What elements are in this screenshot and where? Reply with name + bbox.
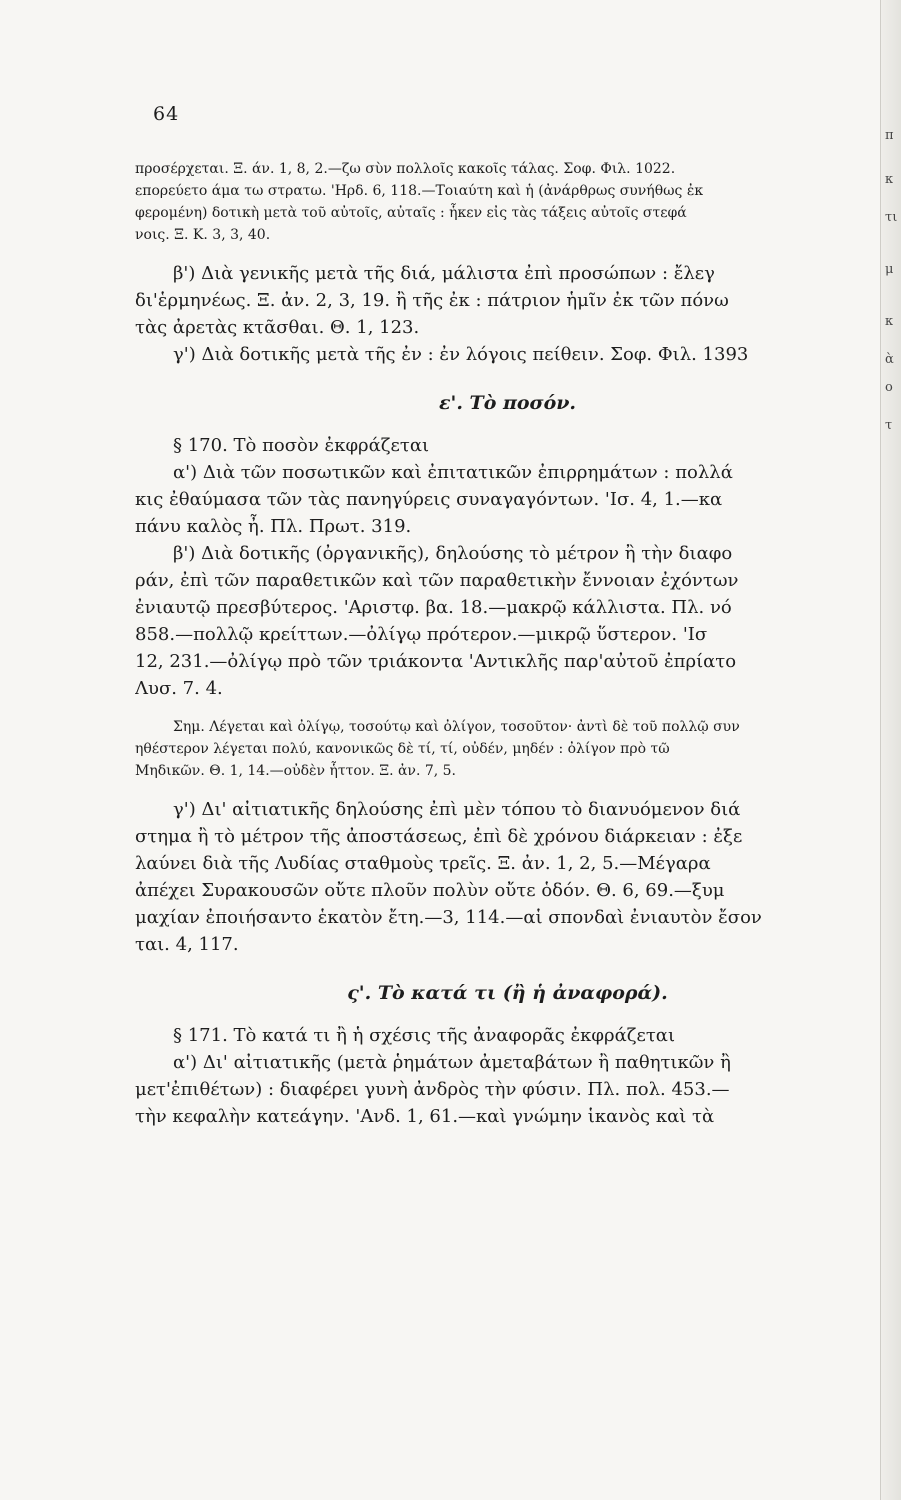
note-line: ηθέστερον λέγεται πολύ, κανονικῶς δὲ τί, τί, οὐδέν, μηδέν : ὀλίγον πρὸ τῶ [135,741,670,757]
text-line: ται. 4, 117. [135,934,239,955]
adjacent-page-edge [880,0,901,1500]
text-line: νοις. Ξ. Κ. 3, 3, 40. [135,227,271,243]
text-line: ἀπέχει Συρακουσῶν οὔτε πλοῦν πολὺν οὔτε ὁδόν. Θ. 6, 69.—ξυμ [135,880,725,901]
page-number: 64 [153,103,180,125]
text-line: ἐνιαυτῷ πρεσβύτερος. 'Αριστφ. βα. 18.—μακρῷ κάλλιστα. Πλ. νό [135,597,732,618]
text-line: § 171. Τὸ κατά τι ἢ ἡ σχέσις τῆς ἀναφορᾶς ἐκφράζεται [173,1025,676,1046]
edge-fragment: κ [885,314,894,329]
text-line: ράν, ἐπὶ τῶν παραθετικῶν καὶ τῶν παραθετικὴν ἔννοιαν ἐχόντων [135,570,739,591]
paragraph-block-5 [135,1022,880,1130]
text-line: λαύνει διὰ τῆς Λυδίας σταθμοὺς τρεῖς. Ξ. ἀν. 1, 2, 5.—Μέγαρα [135,853,711,874]
text-line: μαχίαν ἐποιήσαντο ἑκατὸν ἔτη.—3, 114.—αἱ σπονδαὶ ἐνιαυτὸν ἔσον [135,907,762,928]
text-line: τὴν κεφαλὴν κατεάγην. 'Ανδ. 1, 61.—καὶ γνώμην ἱκανὸς καὶ τὰ [135,1106,715,1127]
edge-fragment: ὰ [885,352,894,367]
section-heading-posson: ε'. Τὸ ποσόν. [438,392,577,414]
text-line: 858.—πολλῷ κρείττων.—ὀλίγῳ πρότερον.—μικρῷ ὕστερον. 'Ισ [135,624,708,645]
text-line: προσέρχεται. Ξ. άν. 1, 8, 2.—ζω σὺν πολλοῖς κακοῖς τάλας. Σοφ. Φιλ. 1022. [135,161,676,177]
text-column [135,158,880,1130]
text-line: γ') Δι' αἰτιατικῆς δηλούσης ἐπὶ μὲν τόπου τὸ διανυόμενον διά [173,799,741,820]
note-line: Μηδικῶν. Θ. 1, 14.—οὐδὲν ἧττον. Ξ. ἀν. 7, 5. [135,763,457,779]
edge-fragment: κ [885,172,894,187]
text-line: δι'ἑρμηνέως. Ξ. ἀν. 2, 3, 19. ἢ τῆς ἐκ : πάτριον ἡμῖν ἐκ τῶν πόνω [135,290,729,311]
edge-fragment: τ [885,418,893,433]
paragraph-block-4 [135,796,880,958]
text-line: πάνυ καλὸς ἦ. Πλ. Πρωτ. 319. [135,516,412,537]
paragraph-block-3 [135,432,880,702]
text-line: α') Διὰ τῶν ποσωτικῶν καὶ ἐπιτατικῶν ἐπιρρημάτων : πολλά [173,462,733,483]
section-heading-kata-ti: ς'. Τὸ κατά τι (ἢ ἡ ἀναφορά). [347,982,668,1004]
paragraph-block-2 [135,260,880,368]
text-line: α') Δι' αἰτιατικῆς (μετὰ ῥημάτων ἀμεταβάτων ἢ παθητικῶν ἢ [173,1052,731,1073]
text-line: β') Διὰ γενικῆς μετὰ τῆς διά, μάλιστα ἐπὶ προσώπων : ἔλεγ [173,263,715,284]
text-line: μετ'ἐπιθέτων) : διαφέρει γυνὴ ἀνδρὸς τὴν φύσιν. Πλ. πολ. 453.— [135,1079,730,1100]
text-line: τὰς ἀρετὰς κτᾶσθαι. Θ. 1, 123. [135,317,420,338]
edge-fragment: μ [885,262,894,277]
note-line: Σημ. Λέγεται καὶ ὀλίγῳ, τοσούτῳ καὶ ὀλίγον, τοσοῦτον· ἀντὶ δὲ τοῦ πολλῷ συν [173,719,740,735]
text-line: β') Διὰ δοτικῆς (ὀργανικῆς), δηλούσης τὸ μέτρον ἢ τὴν διαφο [173,543,733,564]
edge-fragment: ο [885,380,893,395]
text-line: § 170. Τὸ ποσὸν ἐκφράζεται [173,435,430,456]
text-line: στημα ἢ τὸ μέτρον τῆς ἀποστάσεως, ἐπὶ δὲ χρόνου διάρκειαν : ἐξε [135,826,743,847]
text-line: γ') Διὰ δοτικῆς μετὰ τῆς ἐν : ἐν λόγοις πείθειν. Σοφ. Φιλ. 1393 [173,344,749,365]
text-line: Λυσ. 7. 4. [135,678,223,699]
text-line: επορεύετο άμα τω στρατω. 'Ηρδ. 6, 118.—Τοιαύτη καὶ ἡ (ἀνάρθρως συνήθως ἐκ [135,183,704,199]
text-line: κις ἐθαύμασα τῶν τὰς πανηγύρεις συναγαγόντων. 'Ισ. 4, 1.—κα [135,489,723,510]
text-line: 12, 231.—ὀλίγῳ πρὸ τῶν τριάκοντα 'Αντικλῆς παρ'αὐτοῦ ἐπρίατο [135,651,737,672]
edge-fragment: π [885,128,894,143]
edge-fragment: τι [885,210,898,225]
text-line: φερομένη) δοτικὴ μετὰ τοῦ αὐτοῖς, αὐταῖς : ἧκεν εἰς τὰς τάξεις αὐτοῖς στεφά [135,205,687,221]
note-block [135,716,880,782]
paragraph-block-1 [135,158,880,246]
